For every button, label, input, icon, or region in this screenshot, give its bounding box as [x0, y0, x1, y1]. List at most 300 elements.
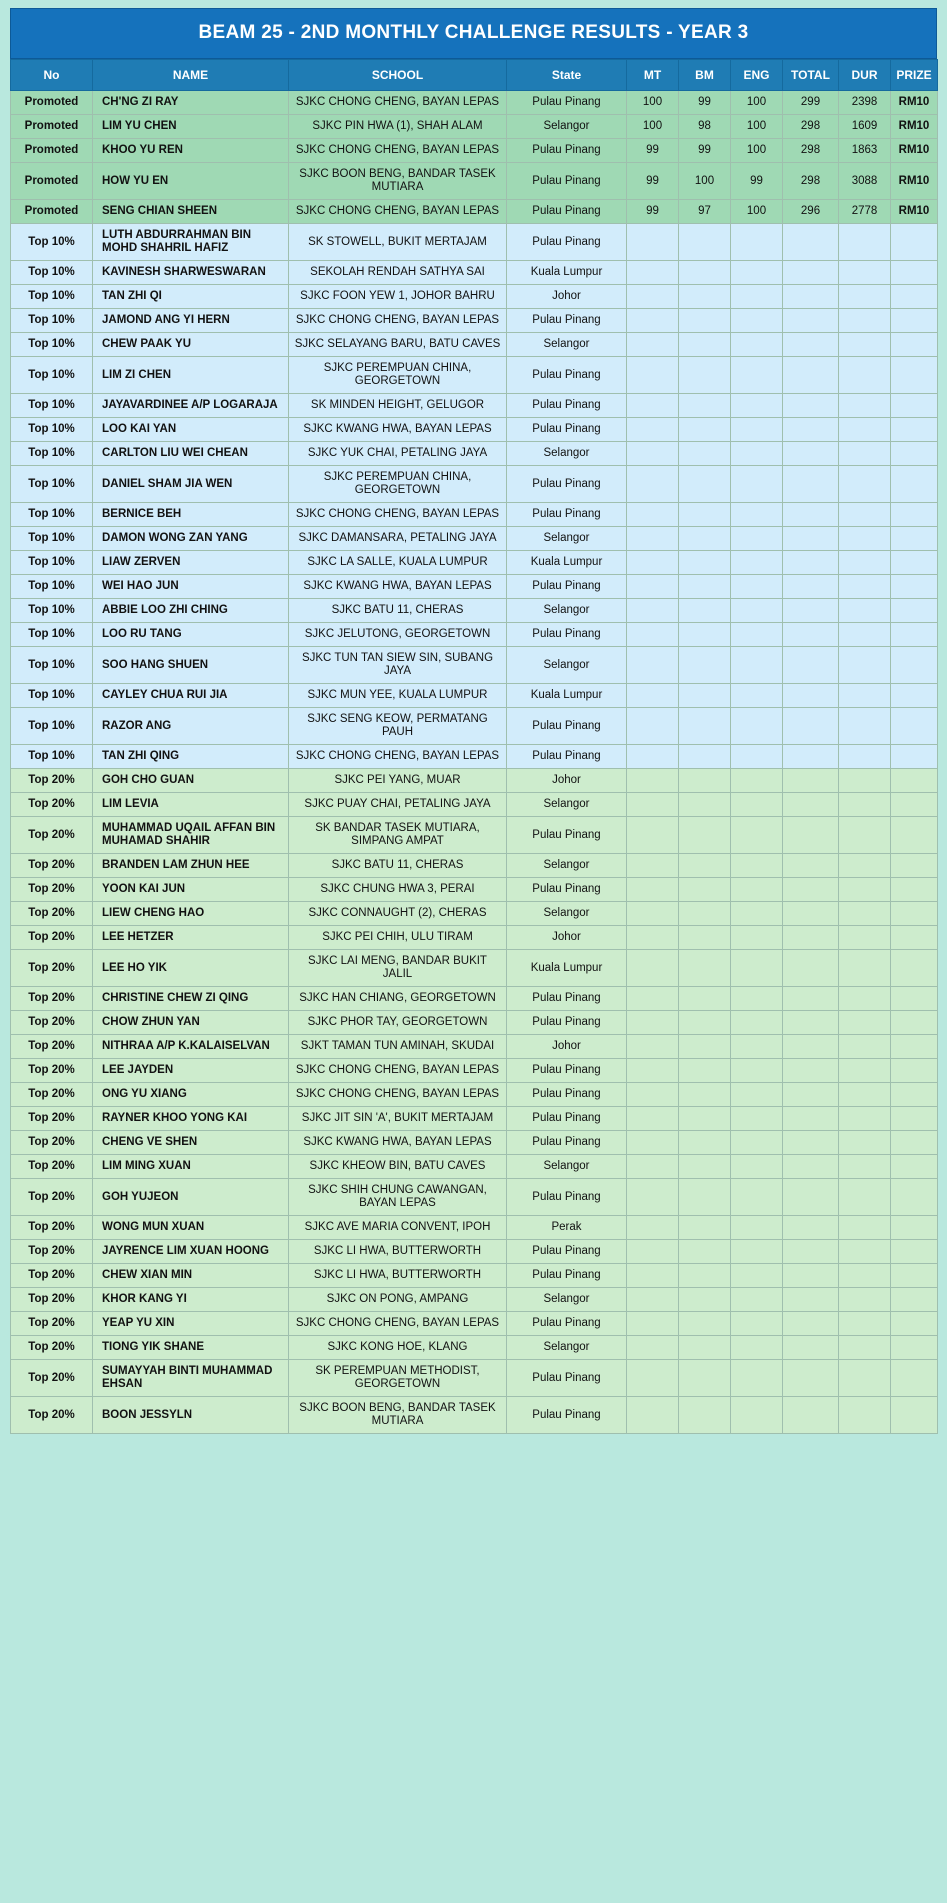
- cell-state: Perak: [507, 1216, 627, 1240]
- cell-eng: [731, 1155, 783, 1179]
- cell-bm: [679, 926, 731, 950]
- cell-bm: [679, 1264, 731, 1288]
- cell-bm: [679, 1083, 731, 1107]
- cell-dur: [839, 1059, 891, 1083]
- cell-name: LEE HETZER: [93, 926, 289, 950]
- cell-name: TIONG YIK SHANE: [93, 1336, 289, 1360]
- cell-state: Pulau Pinang: [507, 623, 627, 647]
- cell-name: MUHAMMAD UQAIL AFFAN BIN MUHAMAD SHAHIR: [93, 817, 289, 854]
- cell-prize: [891, 575, 938, 599]
- cell-bm: [679, 394, 731, 418]
- cell-dur: [839, 333, 891, 357]
- cell-eng: [731, 1264, 783, 1288]
- cell-prize: [891, 357, 938, 394]
- table-row: [11, 394, 938, 418]
- cell-name: WONG MUN XUAN: [93, 1216, 289, 1240]
- cell-prize: [891, 1360, 938, 1397]
- cell-state: Pulau Pinang: [507, 1312, 627, 1336]
- cell-mt: [627, 527, 679, 551]
- cell-total: [783, 817, 839, 854]
- cell-rank: Top 20%: [11, 1179, 93, 1216]
- table-row: [11, 1083, 938, 1107]
- cell-rank: Top 20%: [11, 950, 93, 987]
- cell-school: SJKT TAMAN TUN AMINAH, SKUDAI: [289, 1035, 507, 1059]
- page-title: BEAM 25 - 2ND MONTHLY CHALLENGE RESULTS - YEAR 3: [10, 8, 937, 59]
- cell-state: Pulau Pinang: [507, 1083, 627, 1107]
- cell-dur: [839, 1155, 891, 1179]
- cell-prize: [891, 442, 938, 466]
- cell-school: SJKC CHONG CHENG, BAYAN LEPAS: [289, 200, 507, 224]
- cell-bm: [679, 261, 731, 285]
- cell-bm: [679, 575, 731, 599]
- cell-eng: [731, 817, 783, 854]
- cell-prize: [891, 527, 938, 551]
- bottom-spacer: [0, 1434, 947, 1448]
- cell-name: WEI HAO JUN: [93, 575, 289, 599]
- cell-school: SJKC KWANG HWA, BAYAN LEPAS: [289, 418, 507, 442]
- cell-rank: Top 20%: [11, 1083, 93, 1107]
- cell-school: SJKC AVE MARIA CONVENT, IPOH: [289, 1216, 507, 1240]
- cell-prize: [891, 418, 938, 442]
- cell-school: SK MINDEN HEIGHT, GELUGOR: [289, 394, 507, 418]
- table-row: [11, 1179, 938, 1216]
- table-header-row: [11, 60, 938, 91]
- cell-dur: [839, 902, 891, 926]
- cell-rank: Top 10%: [11, 418, 93, 442]
- cell-rank: Promoted: [11, 91, 93, 115]
- table-row: [11, 285, 938, 309]
- cell-eng: [731, 394, 783, 418]
- cell-mt: 99: [627, 200, 679, 224]
- cell-state: Pulau Pinang: [507, 503, 627, 527]
- cell-mt: [627, 623, 679, 647]
- cell-dur: 2398: [839, 91, 891, 115]
- cell-total: 298: [783, 115, 839, 139]
- cell-name: KHOO YU REN: [93, 139, 289, 163]
- cell-total: [783, 1179, 839, 1216]
- cell-prize: [891, 1131, 938, 1155]
- cell-bm: [679, 1360, 731, 1397]
- cell-bm: 97: [679, 200, 731, 224]
- cell-school: SK PEREMPUAN METHODIST, GEORGETOWN: [289, 1360, 507, 1397]
- cell-mt: [627, 926, 679, 950]
- cell-eng: [731, 708, 783, 745]
- cell-dur: [839, 285, 891, 309]
- cell-eng: [731, 647, 783, 684]
- cell-rank: Top 10%: [11, 527, 93, 551]
- cell-mt: [627, 1264, 679, 1288]
- cell-name: LOO KAI YAN: [93, 418, 289, 442]
- cell-name: LIM LEVIA: [93, 793, 289, 817]
- cell-prize: [891, 599, 938, 623]
- table-row: [11, 902, 938, 926]
- cell-name: LOO RU TANG: [93, 623, 289, 647]
- cell-mt: [627, 950, 679, 987]
- cell-prize: [891, 1264, 938, 1288]
- cell-school: SK BANDAR TASEK MUTIARA, SIMPANG AMPAT: [289, 817, 507, 854]
- cell-school: SJKC SHIH CHUNG CAWANGAN, BAYAN LEPAS: [289, 1179, 507, 1216]
- cell-state: Selangor: [507, 647, 627, 684]
- cell-bm: [679, 1288, 731, 1312]
- cell-state: Selangor: [507, 1155, 627, 1179]
- cell-school: SJKC CHONG CHENG, BAYAN LEPAS: [289, 1059, 507, 1083]
- cell-bm: [679, 950, 731, 987]
- cell-school: SJKC TUN TAN SIEW SIN, SUBANG JAYA: [289, 647, 507, 684]
- cell-rank: Top 10%: [11, 575, 93, 599]
- cell-state: Pulau Pinang: [507, 224, 627, 261]
- cell-total: [783, 1131, 839, 1155]
- table-row: [11, 926, 938, 950]
- cell-bm: [679, 1107, 731, 1131]
- cell-rank: Top 20%: [11, 1288, 93, 1312]
- cell-mt: [627, 1216, 679, 1240]
- cell-bm: 100: [679, 163, 731, 200]
- cell-bm: [679, 1155, 731, 1179]
- cell-prize: [891, 1397, 938, 1434]
- cell-total: [783, 1059, 839, 1083]
- column-header-state: State: [507, 60, 627, 91]
- cell-total: [783, 261, 839, 285]
- cell-school: SJKC LAI MENG, BANDAR BUKIT JALIL: [289, 950, 507, 987]
- cell-school: SJKC KHEOW BIN, BATU CAVES: [289, 1155, 507, 1179]
- cell-prize: [891, 926, 938, 950]
- cell-state: Pulau Pinang: [507, 987, 627, 1011]
- cell-name: LIM ZI CHEN: [93, 357, 289, 394]
- cell-name: CHENG VE SHEN: [93, 1131, 289, 1155]
- cell-name: LIM YU CHEN: [93, 115, 289, 139]
- cell-dur: [839, 551, 891, 575]
- cell-state: Pulau Pinang: [507, 708, 627, 745]
- cell-mt: [627, 442, 679, 466]
- cell-prize: [891, 769, 938, 793]
- cell-name: CHEW PAAK YU: [93, 333, 289, 357]
- cell-state: Johor: [507, 926, 627, 950]
- cell-state: Pulau Pinang: [507, 163, 627, 200]
- cell-name: LIAW ZERVEN: [93, 551, 289, 575]
- cell-rank: Top 20%: [11, 926, 93, 950]
- cell-rank: Top 20%: [11, 1336, 93, 1360]
- cell-prize: [891, 394, 938, 418]
- cell-mt: [627, 1336, 679, 1360]
- cell-total: [783, 1397, 839, 1434]
- cell-rank: Top 20%: [11, 1035, 93, 1059]
- table-row: [11, 950, 938, 987]
- cell-mt: [627, 1131, 679, 1155]
- cell-state: Johor: [507, 285, 627, 309]
- cell-total: [783, 623, 839, 647]
- cell-total: [783, 1035, 839, 1059]
- cell-eng: [731, 1035, 783, 1059]
- cell-name: KAVINESH SHARWESWARAN: [93, 261, 289, 285]
- cell-rank: Top 10%: [11, 466, 93, 503]
- cell-school: SJKC CHONG CHENG, BAYAN LEPAS: [289, 745, 507, 769]
- cell-name: GOH CHO GUAN: [93, 769, 289, 793]
- cell-mt: [627, 357, 679, 394]
- cell-rank: Top 10%: [11, 623, 93, 647]
- cell-rank: Top 10%: [11, 684, 93, 708]
- cell-mt: [627, 333, 679, 357]
- cell-name: NITHRAA A/P K.KALAISELVAN: [93, 1035, 289, 1059]
- cell-school: SJKC PUAY CHAI, PETALING JAYA: [289, 793, 507, 817]
- cell-name: CH'NG ZI RAY: [93, 91, 289, 115]
- cell-dur: [839, 394, 891, 418]
- cell-mt: [627, 817, 679, 854]
- cell-mt: [627, 745, 679, 769]
- cell-bm: [679, 684, 731, 708]
- cell-prize: [891, 878, 938, 902]
- cell-state: Johor: [507, 769, 627, 793]
- cell-dur: [839, 357, 891, 394]
- cell-state: Pulau Pinang: [507, 418, 627, 442]
- cell-school: SJKC CHONG CHENG, BAYAN LEPAS: [289, 1083, 507, 1107]
- cell-eng: [731, 1011, 783, 1035]
- cell-state: Pulau Pinang: [507, 1179, 627, 1216]
- cell-total: [783, 708, 839, 745]
- cell-school: SJKC DAMANSARA, PETALING JAYA: [289, 527, 507, 551]
- cell-school: SEKOLAH RENDAH SATHYA SAI: [289, 261, 507, 285]
- cell-state: Pulau Pinang: [507, 1397, 627, 1434]
- cell-rank: Top 10%: [11, 224, 93, 261]
- cell-eng: [731, 309, 783, 333]
- cell-state: Pulau Pinang: [507, 357, 627, 394]
- table-row: [11, 878, 938, 902]
- cell-mt: [627, 1312, 679, 1336]
- cell-state: Pulau Pinang: [507, 394, 627, 418]
- cell-school: SJKC LI HWA, BUTTERWORTH: [289, 1240, 507, 1264]
- cell-state: Selangor: [507, 527, 627, 551]
- cell-state: Kuala Lumpur: [507, 551, 627, 575]
- cell-dur: 2778: [839, 200, 891, 224]
- table-row: [11, 418, 938, 442]
- cell-school: SJKC SELAYANG BARU, BATU CAVES: [289, 333, 507, 357]
- cell-mt: [627, 261, 679, 285]
- table-row: [11, 708, 938, 745]
- cell-rank: Top 20%: [11, 1011, 93, 1035]
- cell-total: [783, 503, 839, 527]
- cell-rank: Top 10%: [11, 333, 93, 357]
- cell-eng: [731, 466, 783, 503]
- cell-prize: [891, 817, 938, 854]
- table-row: [11, 163, 938, 200]
- cell-dur: [839, 1312, 891, 1336]
- cell-total: [783, 1083, 839, 1107]
- cell-mt: [627, 987, 679, 1011]
- cell-state: Johor: [507, 1035, 627, 1059]
- cell-school: SJKC YUK CHAI, PETALING JAYA: [289, 442, 507, 466]
- cell-bm: [679, 1011, 731, 1035]
- cell-mt: [627, 902, 679, 926]
- cell-mt: [627, 1011, 679, 1035]
- cell-school: SK STOWELL, BUKIT MERTAJAM: [289, 224, 507, 261]
- cell-prize: [891, 902, 938, 926]
- cell-prize: [891, 285, 938, 309]
- cell-name: LIEW CHENG HAO: [93, 902, 289, 926]
- cell-eng: [731, 285, 783, 309]
- table-body: [11, 91, 938, 1434]
- cell-bm: [679, 1216, 731, 1240]
- cell-bm: [679, 878, 731, 902]
- cell-school: SJKC BATU 11, CHERAS: [289, 599, 507, 623]
- cell-rank: Top 10%: [11, 442, 93, 466]
- cell-prize: [891, 623, 938, 647]
- cell-dur: [839, 418, 891, 442]
- cell-eng: [731, 1312, 783, 1336]
- cell-dur: [839, 950, 891, 987]
- cell-bm: [679, 503, 731, 527]
- table-row: [11, 91, 938, 115]
- cell-prize: [891, 1336, 938, 1360]
- cell-total: [783, 551, 839, 575]
- cell-name: KHOR KANG YI: [93, 1288, 289, 1312]
- cell-total: [783, 418, 839, 442]
- cell-eng: [731, 1397, 783, 1434]
- cell-total: [783, 1288, 839, 1312]
- cell-total: [783, 599, 839, 623]
- cell-school: SJKC SENG KEOW, PERMATANG PAUH: [289, 708, 507, 745]
- column-header-prize: PRIZE: [891, 60, 938, 91]
- table-row: [11, 1011, 938, 1035]
- cell-eng: [731, 551, 783, 575]
- cell-total: [783, 1107, 839, 1131]
- table-row: [11, 1216, 938, 1240]
- table-row: [11, 261, 938, 285]
- cell-state: Pulau Pinang: [507, 200, 627, 224]
- cell-prize: [891, 551, 938, 575]
- cell-state: Pulau Pinang: [507, 1240, 627, 1264]
- cell-prize: [891, 854, 938, 878]
- cell-state: Pulau Pinang: [507, 1360, 627, 1397]
- cell-mt: [627, 224, 679, 261]
- table-row: [11, 333, 938, 357]
- cell-dur: 1863: [839, 139, 891, 163]
- cell-name: DAMON WONG ZAN YANG: [93, 527, 289, 551]
- column-header-total: TOTAL: [783, 60, 839, 91]
- cell-prize: [891, 745, 938, 769]
- cell-state: Kuala Lumpur: [507, 950, 627, 987]
- cell-total: 298: [783, 139, 839, 163]
- cell-mt: [627, 285, 679, 309]
- cell-total: [783, 1216, 839, 1240]
- cell-school: SJKC CHUNG HWA 3, PERAI: [289, 878, 507, 902]
- cell-bm: [679, 623, 731, 647]
- cell-rank: Top 10%: [11, 285, 93, 309]
- cell-state: Pulau Pinang: [507, 1264, 627, 1288]
- table-row: [11, 224, 938, 261]
- cell-total: [783, 926, 839, 950]
- cell-state: Kuala Lumpur: [507, 261, 627, 285]
- cell-dur: [839, 623, 891, 647]
- cell-rank: Top 10%: [11, 357, 93, 394]
- cell-eng: [731, 599, 783, 623]
- cell-eng: [731, 1179, 783, 1216]
- cell-eng: [731, 950, 783, 987]
- cell-rank: Top 10%: [11, 261, 93, 285]
- cell-rank: Top 10%: [11, 647, 93, 684]
- cell-dur: [839, 261, 891, 285]
- cell-bm: [679, 1397, 731, 1434]
- cell-mt: [627, 599, 679, 623]
- cell-eng: [731, 854, 783, 878]
- column-header-mt: MT: [627, 60, 679, 91]
- cell-state: Pulau Pinang: [507, 745, 627, 769]
- cell-rank: Top 20%: [11, 1240, 93, 1264]
- cell-dur: [839, 647, 891, 684]
- cell-state: Pulau Pinang: [507, 91, 627, 115]
- cell-dur: [839, 745, 891, 769]
- cell-dur: [839, 878, 891, 902]
- cell-total: [783, 745, 839, 769]
- cell-rank: Top 10%: [11, 551, 93, 575]
- cell-mt: [627, 418, 679, 442]
- cell-mt: [627, 1179, 679, 1216]
- cell-total: [783, 394, 839, 418]
- cell-school: SJKC JIT SIN 'A', BUKIT MERTAJAM: [289, 1107, 507, 1131]
- table-row: [11, 575, 938, 599]
- cell-total: [783, 1336, 839, 1360]
- cell-total: [783, 575, 839, 599]
- cell-prize: [891, 708, 938, 745]
- cell-total: 298: [783, 163, 839, 200]
- cell-bm: [679, 1059, 731, 1083]
- cell-school: SJKC LI HWA, BUTTERWORTH: [289, 1264, 507, 1288]
- cell-prize: [891, 793, 938, 817]
- cell-prize: [891, 1216, 938, 1240]
- cell-dur: [839, 987, 891, 1011]
- cell-rank: Top 20%: [11, 817, 93, 854]
- cell-mt: [627, 878, 679, 902]
- cell-eng: [731, 987, 783, 1011]
- cell-total: [783, 309, 839, 333]
- cell-rank: Top 10%: [11, 503, 93, 527]
- cell-state: Selangor: [507, 1336, 627, 1360]
- cell-total: [783, 1240, 839, 1264]
- cell-prize: [891, 1312, 938, 1336]
- cell-state: Pulau Pinang: [507, 466, 627, 503]
- cell-school: SJKC LA SALLE, KUALA LUMPUR: [289, 551, 507, 575]
- cell-bm: [679, 442, 731, 466]
- cell-rank: Top 20%: [11, 1059, 93, 1083]
- cell-dur: [839, 1264, 891, 1288]
- cell-state: Pulau Pinang: [507, 1011, 627, 1035]
- cell-name: SENG CHIAN SHEEN: [93, 200, 289, 224]
- cell-eng: [731, 1336, 783, 1360]
- table-row: [11, 684, 938, 708]
- cell-prize: [891, 1083, 938, 1107]
- cell-dur: [839, 527, 891, 551]
- cell-eng: [731, 1360, 783, 1397]
- cell-total: [783, 285, 839, 309]
- cell-dur: [839, 1107, 891, 1131]
- cell-rank: Top 20%: [11, 1131, 93, 1155]
- column-header-dur: DUR: [839, 60, 891, 91]
- cell-school: SJKC PEI CHIH, ULU TIRAM: [289, 926, 507, 950]
- cell-name: GOH YUJEON: [93, 1179, 289, 1216]
- cell-eng: [731, 1216, 783, 1240]
- table-row: [11, 1107, 938, 1131]
- cell-school: SJKC CONNAUGHT (2), CHERAS: [289, 902, 507, 926]
- cell-mt: [627, 769, 679, 793]
- cell-rank: Top 20%: [11, 854, 93, 878]
- cell-school: SJKC KWANG HWA, BAYAN LEPAS: [289, 1131, 507, 1155]
- cell-total: [783, 1011, 839, 1035]
- cell-rank: Top 20%: [11, 1107, 93, 1131]
- cell-rank: Top 20%: [11, 902, 93, 926]
- cell-eng: [731, 1131, 783, 1155]
- cell-bm: [679, 745, 731, 769]
- cell-state: Selangor: [507, 854, 627, 878]
- cell-mt: [627, 394, 679, 418]
- cell-mt: [627, 575, 679, 599]
